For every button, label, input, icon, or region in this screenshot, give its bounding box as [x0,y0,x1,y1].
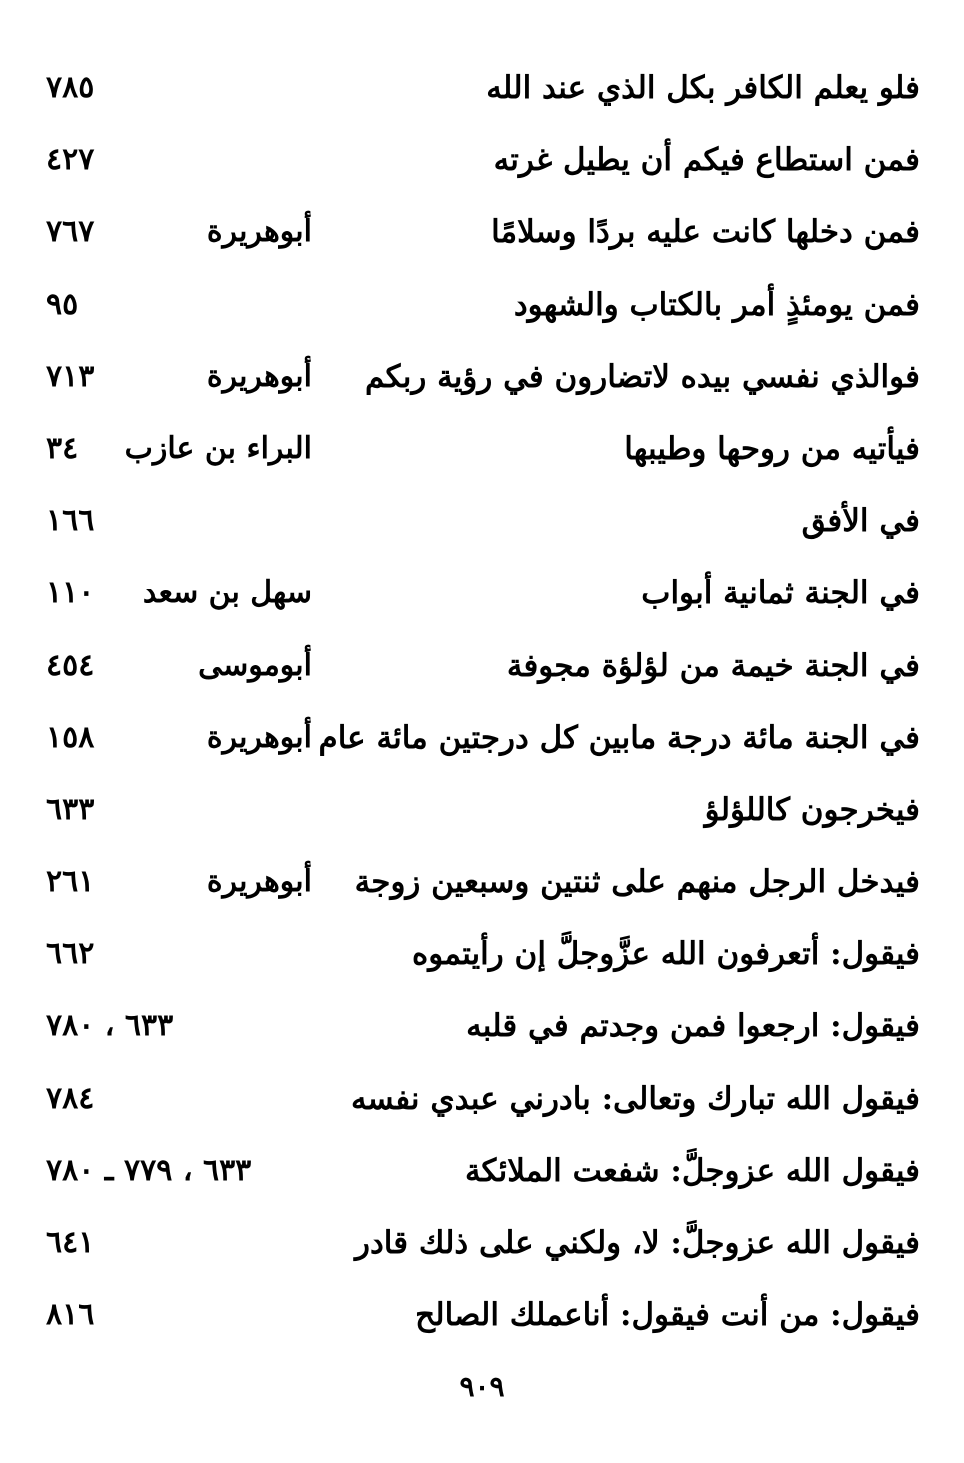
index-entry [0,1207,964,1279]
narrator: أبوهريرة [206,358,312,394]
hadith-text: فلو يعلم الكافر بكل الذي عند الله [486,70,920,106]
index-entry [0,990,964,1062]
page-reference: ٧٨٥ [46,70,95,105]
hadith-text: في الجنة ثمانية أبواب [641,575,920,612]
hadith-text: فيقول: أتعرفون الله عزَّوجلَّ إن رأيتموه [412,936,920,973]
page-reference: ٩٥ [46,286,79,322]
index-entry [0,269,964,341]
index-entry [0,485,964,557]
page-reference: ٢٦١ [46,864,95,900]
index-entry [0,918,964,990]
index-entry [0,702,964,774]
hadith-text: فيدخل الرجل منهم على ثنتين وسبعين زوجة [354,864,920,901]
hadith-text: فيقول الله عزوجلَّ: لا، ولكني على ذلك قادر [355,1225,920,1261]
hadith-text: فيقول: ارجعوا فمن وجدتم في قلبه [466,1008,920,1045]
hadith-text: فيخرجون كاللؤلؤ [704,791,920,828]
hadith-text: فيقول: من أنت فيقول: أناعملك الصالح [415,1297,920,1334]
page-reference: ٧١٣ [46,358,95,394]
page-reference: ٣٤ [46,430,79,466]
page-reference: ٤٥٤ [46,647,95,683]
hadith-text: فوالذي نفسي بيده لاتضارون في رؤية ربكم [364,358,920,395]
page-reference: ٦٣٣ ، ٧٨٠ [46,1008,174,1044]
page-reference: ٦٣٣ [46,791,95,827]
page-reference: ٦٤١ [46,1225,95,1260]
hadith-text: في الجنة خيمة من لؤلؤة مجوفة [506,647,920,684]
hadith-text: في الجنة مائة درجة مابين كل درجتين مائة عام [318,719,920,756]
narrator: أبوهريرة [206,719,312,755]
narrator: أبوهريرة [206,214,312,250]
index-entry [0,1063,964,1135]
narrator: البراء بن عازب [124,430,312,466]
index-entry [0,846,964,918]
page-reference: ٧٨٤ [46,1080,95,1116]
narrator: سهل بن سعد [142,575,312,611]
narrator: أبوموسى [198,647,312,683]
page-reference: ١١٠ [46,575,95,611]
page-reference: ٨١٦ [46,1297,95,1333]
hadith-text: فمن دخلها كانت عليه بردًا وسلامًا [491,214,920,251]
index-entry [0,1135,964,1207]
hadith-text: فيقول الله عزوجلَّ: شفعت الملائكة [464,1152,920,1189]
index-entry [0,196,964,268]
index-entry [0,557,964,629]
narrator: أبوهريرة [206,864,312,900]
hadith-text: فيأتيه من روحها وطيبها [624,430,920,467]
hadith-text: فمن استطاع فيكم أن يطيل غرته [493,142,920,179]
page-reference: ٤٢٧ [46,142,95,178]
index-entry [0,774,964,846]
index-entry [0,1279,964,1351]
hadith-text: في الأفق [801,503,920,540]
page-reference: ٧٦٧ [46,214,95,250]
index-entry [0,52,964,124]
page-number: ٩٠٩ [459,1370,505,1403]
hadith-index-list [0,52,964,1351]
page-reference: ١٦٦ [46,503,95,539]
page-reference: ١٥٨ [46,719,95,755]
hadith-text: فيقول الله تبارك وتعالى: بادرني عبدي نفسه [350,1080,920,1117]
page-reference: ٦٦٢ [46,936,95,972]
hadith-text: فمن يومئذٍ أمر بالكتاب والشهود [513,286,920,323]
index-entry [0,413,964,485]
index-entry [0,630,964,702]
index-entry [0,124,964,196]
page-reference: ٦٣٣ ، ٧٧٩ ـ ٧٨٠ [46,1152,252,1188]
index-entry [0,341,964,413]
